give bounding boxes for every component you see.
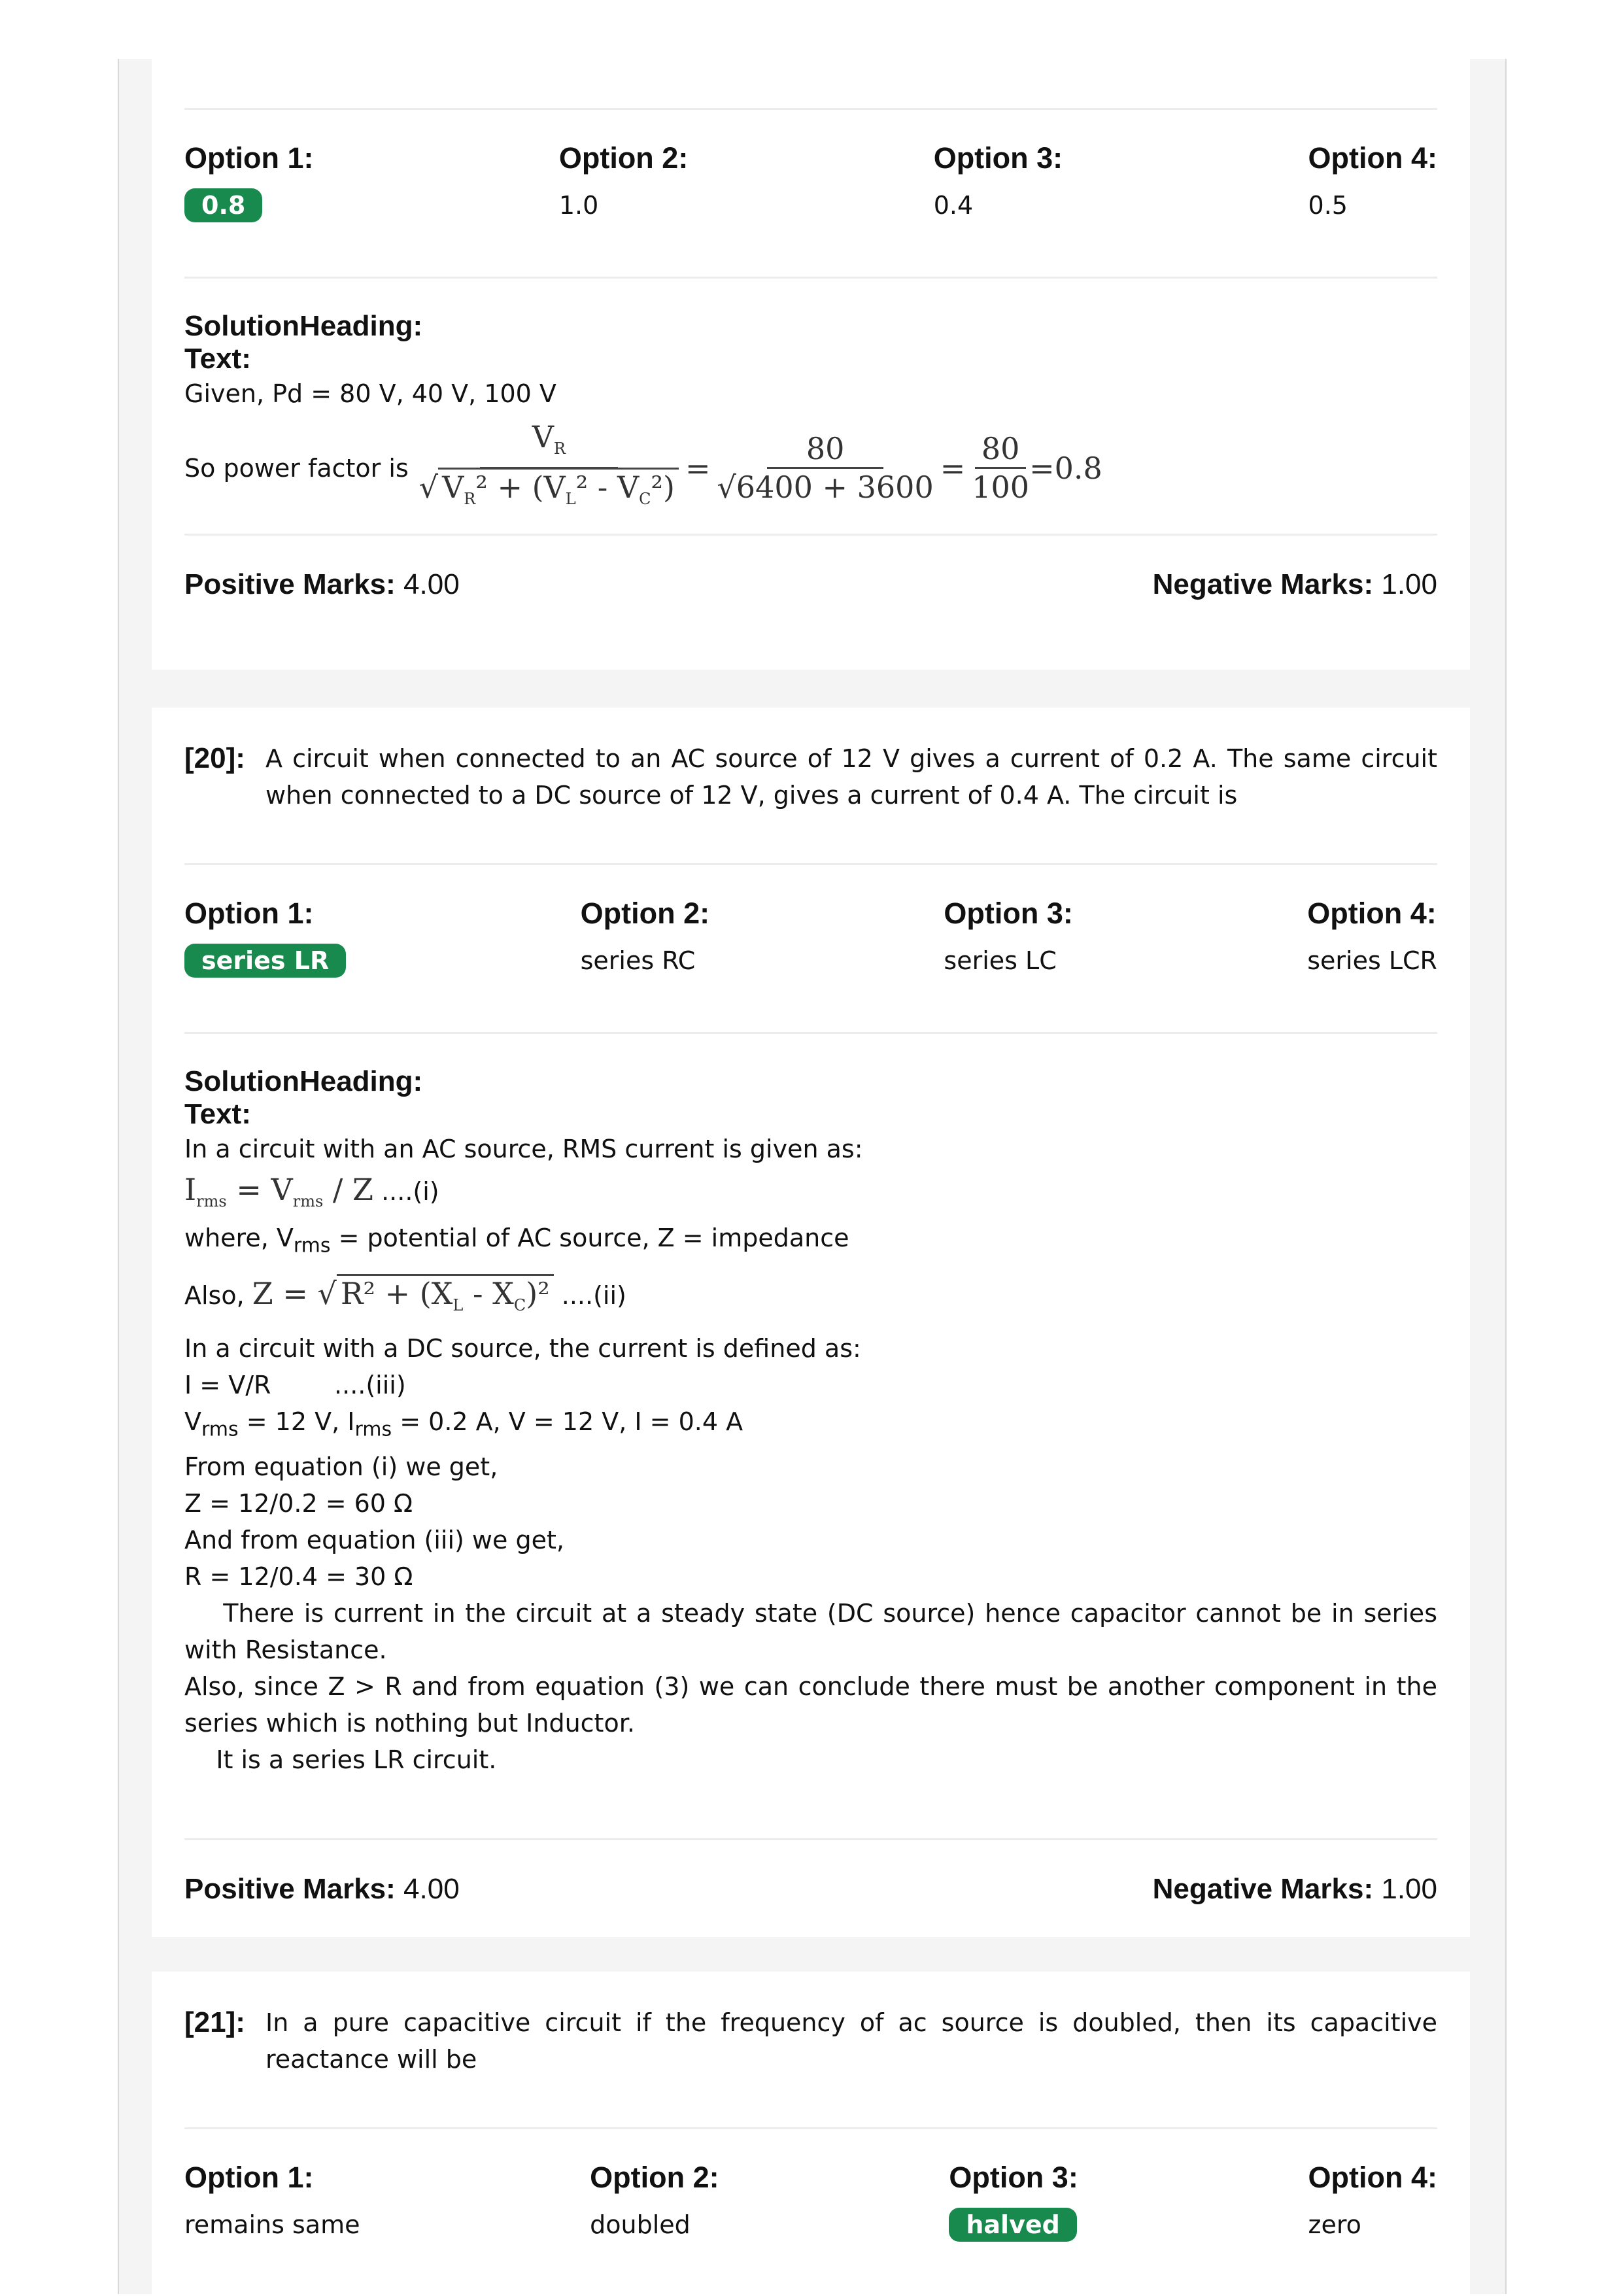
option-3[interactable] [934,141,1063,277]
option-value: series LC [944,946,1057,975]
fraction-2: $\frac{80}{100}$ [972,431,1030,505]
solution-line: And from equation (iii) we get, [184,1525,564,1554]
solution-line: There is current in the circuit at a steady state (DC source) hence capacitor cannot be in series with Resistance. [184,1598,1446,1664]
irms-formula-line: $I_{rms} = V_{rms} / Z$ ....(i) [184,1172,439,1211]
solution-line: In a circuit with an AC source, RMS current is given as: [184,1135,863,1163]
solution-line: From equation (i) we get, [184,1452,498,1481]
option-label: Option 2: [590,2161,719,2194]
marks-row [184,536,1437,601]
option-value: series LCR [1307,946,1437,975]
question-row [184,1972,1437,2127]
option-4[interactable] [1307,897,1437,1032]
fraction-1: $\frac{80}{√6400 + 3600}$ [717,431,934,505]
option-label: Option 1: [184,2161,314,2194]
option-value-correct: series LR [184,944,346,978]
option-label: Option 1: [184,897,314,930]
option-value: 0.4 [933,191,974,220]
solution-section [184,279,1437,534]
question-number: [20]: [184,742,245,774]
solution-line: In a circuit with a DC source, the current is defined as: [184,1333,861,1363]
question-text: In a pure capacitive circuit if the frequency of ac source is doubled, then its capacitive reactance will be [265,2008,1437,2074]
option-label: Option 3: [944,897,1073,930]
option-label: Option 4: [1308,2161,1437,2194]
question-text: A circuit when connected to an AC source of 12 V gives a current of 0.2 A. The same circuit when connected to a DC source of 12 V, gives a current of 0.4 A. The circuit is [265,744,1437,810]
solution-heading: SolutionHeading: [184,310,423,342]
option-3[interactable] [944,897,1072,1032]
option-label: Option 2: [558,141,689,175]
fraction-vr: $\frac{V_R}{√ V_R^2 + (V_L^2 - V_C^2)}$ [419,419,679,517]
solution-line: Also, since Z > R and from equation (3) we can conclude there must be another component in the series which is nothing but Inductor. [184,1671,1437,1738]
option-value: remains same [184,2210,360,2239]
solution-line: where, $V_{rms}$ = potential of AC source, Z = impedance [184,1224,849,1258]
option-label: Option 3: [949,2161,1078,2194]
option-3[interactable] [949,2161,1078,2296]
option-value-correct: 0.8 [184,188,262,222]
question-card-19 [152,59,1470,670]
solution-line: It is a series LR circuit. [184,1745,497,1774]
option-value: zero [1308,2210,1361,2239]
negative-marks: Negative Marks: 1.00 [1152,1873,1437,1905]
option-value-correct: halved [949,2208,1076,2242]
pf-prefix: So power factor is [184,453,409,483]
option-1[interactable] [184,141,313,277]
option-label: Option 4: [1307,897,1437,930]
option-1[interactable] [184,2161,360,2296]
marks-row [184,1840,1437,1906]
options-row [184,2129,1437,2296]
question-row [184,708,1437,863]
solution-line: R = 12/0.4 = 30 Ω [184,1562,413,1591]
question-card-21 [152,1972,1470,2294]
question-number: [21]: [184,2006,245,2038]
power-factor-line [184,419,1437,517]
solution-line: $V_{rms} = 12$ V, $I_{rms} = 0.2$ A, V = 12 V, I = 0.4 A [184,1407,743,1441]
pf-result: =0.8 [1029,450,1102,486]
solution-line: Z = 12/0.2 = 60 Ω [184,1488,413,1518]
options-row [184,110,1437,277]
option-value: 1.0 [558,191,599,220]
positive-marks: Positive Marks: 4.00 [184,568,460,600]
option-4[interactable] [1308,141,1437,277]
option-label: Option 3: [933,141,1063,175]
option-4[interactable] [1308,2161,1437,2296]
option-2[interactable] [581,897,709,1032]
impedance-formula: Z = √ $R^2 + (X_L - X_C)^2$ [252,1274,554,1311]
option-label: Option 4: [1308,141,1437,175]
solution-section [184,1034,1446,1838]
question-card-20 [152,708,1470,1937]
option-2[interactable] [559,141,688,277]
option-label: Option 2: [580,897,710,930]
negative-marks: Negative Marks: 1.00 [1152,568,1437,600]
text-label: Text: [184,343,251,375]
option-2[interactable] [590,2161,719,2296]
text-label: Text: [184,1098,251,1130]
solution-heading: SolutionHeading: [184,1065,423,1097]
impedance-formula-line: Also, Z = √ $R^2 + (X_L - X_C)^2$ ....(ii) [184,1275,1437,1324]
option-value: series RC [580,946,696,975]
irms-formula: $I_{rms} = V_{rms} / Z$ [184,1172,373,1211]
option-value: 0.5 [1308,191,1348,220]
options-row [184,865,1437,1032]
option-value: doubled [590,2210,691,2239]
solution-line: I = V/R ....(iii) [184,1370,406,1399]
given-line: Given, Pd = 80 V, 40 V, 100 V [184,379,556,408]
option-1[interactable] [184,897,346,1032]
positive-marks: Positive Marks: 4.00 [184,1873,460,1905]
power-factor-formula: $\frac{V_R}{√ V_R^2 + (V_L^2 - V_C^2)}$ = $\frac{80}{√6400 + 3600}$ = $\frac{80}{100}$ =0.8 [419,419,1102,517]
option-label: Option 1: [184,141,314,175]
